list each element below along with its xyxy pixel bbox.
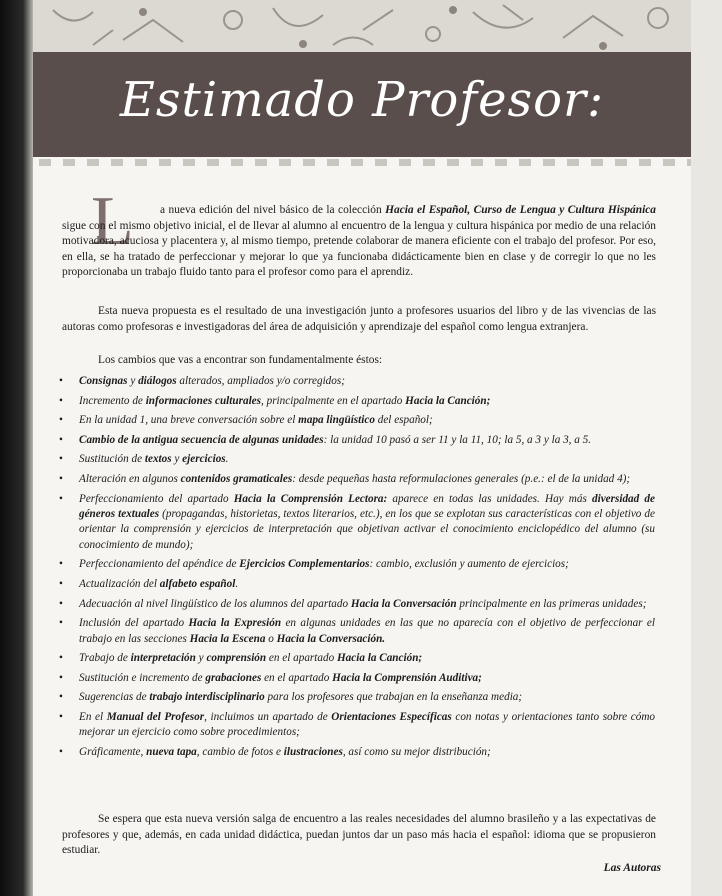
item-text: Trabajo de [79, 652, 131, 665]
change-item [55, 472, 655, 487]
intro-paragraph [62, 203, 656, 281]
dash-mark [111, 159, 123, 166]
page-title: Estimado Profesor: [119, 72, 605, 128]
emphasis-text: Hacia la Conversación [350, 597, 457, 610]
dash-mark [519, 159, 531, 166]
dash-mark [255, 159, 267, 166]
dash-mark [39, 159, 51, 166]
item-text: en el apartado [261, 671, 333, 684]
item-text: Sustitución e incremento de [79, 671, 206, 684]
signature: Las Autoras [603, 862, 661, 874]
dash-mark [591, 159, 603, 166]
bullet-icon: • [59, 492, 63, 505]
emphasis-text: alfabeto español [159, 577, 236, 590]
emphasis-text: Hacia la Conversación. [276, 632, 386, 645]
change-item [55, 690, 655, 705]
changes-list [55, 374, 655, 765]
emphasis-text: Hacia la Canción; [336, 652, 423, 665]
emphasis-text: Hacia la Expresión [188, 617, 282, 630]
drop-cap: L [91, 183, 134, 260]
item-text: del español; [374, 414, 433, 427]
dash-mark [135, 159, 147, 166]
item-text: con notas y orientaciones tanto sobre cómo mejorar un ejercicio como sobre procedimientos; [79, 710, 655, 739]
bullet-icon: • [59, 453, 63, 466]
bullet-icon: • [59, 414, 63, 427]
dash-mark [87, 159, 99, 166]
item-text: y [195, 652, 207, 665]
item-text: aparece en todas las unidades. Hay más [387, 492, 593, 505]
dash-mark [639, 159, 651, 166]
intro-text-cont: sigue con el mismo objetivo inicial, el de llevar al alumno al encuentro de la lengua y cultura hispánica por medio de una relación motivadora, acuciosa y placentera y, al mismo tiempo, pretende colaborar de manera eficiente con el trabajo del profesor. Por eso, en ella, se ha tratado de perfeccionar y mejorar lo que ya funcionaba didácticamente bien en clase y de corregir lo que no les proporcionaba un trabajo fluido tanto para el profesor como para el aprendiz. [62, 219, 656, 278]
emphasis-text: Cambio de la antigua secuencia de algunas unidades [79, 433, 324, 446]
item-text: (propagandas, historietas, textos literarios, etc.), en los que se explotan sus características con el objetivo de orientar la comprensión y ejercicios de interpretación que objetivan activar el conocimiento enciclopédico del alumno (su conocimiento de mundo); [79, 507, 655, 551]
emphasis-text: Ejercicios Complementarios [239, 558, 370, 571]
dash-mark [63, 159, 75, 166]
bullet-icon: • [59, 394, 63, 407]
dash-mark [447, 159, 459, 166]
dash-mark [687, 159, 691, 166]
item-text: Perfeccionamiento del apéndice de [79, 558, 240, 571]
item-text: y [171, 453, 183, 466]
change-item [55, 557, 655, 572]
bullet-icon: • [59, 433, 63, 446]
item-text: en el apartado [266, 652, 337, 665]
item-text: Inclusión del apartado [79, 617, 189, 630]
item-text: , así como su mejor distribución; [342, 745, 491, 758]
emphasis-text: mapa lingüístico [298, 414, 375, 427]
scan-edge-shadow [0, 0, 33, 896]
dash-mark [471, 159, 483, 166]
emphasis-text: Hacia la Escena [189, 632, 266, 645]
bullet-icon: • [59, 597, 63, 610]
item-text: Sugerencias de [79, 691, 150, 704]
item-text: Gráficamente, [79, 745, 147, 758]
dash-mark [279, 159, 291, 166]
scan-margin [691, 0, 722, 896]
emphasis-text: Manual del Profesor [106, 710, 205, 723]
item-text: y [127, 375, 139, 387]
emphasis-text: contenidos gramaticales [180, 472, 293, 485]
emphasis-text: grabaciones [205, 671, 262, 684]
collection-title: Hacia el Español, Curso de Lengua y Cultura Hispánica [385, 204, 657, 216]
emphasis-text: Orientaciones Específicas [331, 710, 452, 723]
bullet-icon: • [59, 472, 63, 485]
emphasis-text: interpretación [130, 652, 196, 665]
change-item [55, 745, 655, 760]
item-text: En el [79, 710, 107, 723]
change-item [55, 710, 655, 741]
item-text: . [225, 453, 229, 466]
item-text: o [265, 632, 277, 645]
item-text: Incremento de [79, 394, 146, 407]
item-text: para los profesores que trabajan en la enseñanza media; [264, 691, 523, 704]
emphasis-text: Consignas [79, 375, 128, 387]
emphasis-text: comprensión [206, 652, 267, 665]
change-item [55, 597, 655, 612]
dash-mark [495, 159, 507, 166]
item-text: Actualización del [79, 577, 160, 590]
emphasis-text: ilustraciones [283, 745, 343, 758]
decorative-pattern [33, 0, 691, 52]
changes-intro: Los cambios que vas a encontrar son fundamentalmente éstos: [98, 354, 383, 366]
item-text: : cambio, exclusión y aumento de ejercicios; [369, 558, 569, 571]
dash-mark [327, 159, 339, 166]
emphasis-text: diversidad de géneros textuales [79, 492, 655, 520]
emphasis-text: Hacia la Comprensión Lectora: [233, 492, 388, 505]
decorative-dash-row [33, 159, 691, 167]
bullet-icon: • [59, 558, 63, 571]
emphasis-text: trabajo interdisciplinario [149, 691, 265, 704]
item-text: , cambio de fotos e [196, 745, 284, 758]
dash-mark [663, 159, 675, 166]
proposal-paragraph: Esta nueva propuesta es el resultado de una investigación junto a profesores usuarios del libro y de las vivencias de las autoras como profesoras e investigadoras del área de adquisición y aprendizaje del español como lengua extranjera. [62, 305, 656, 333]
item-text: en algunas unidades en las que no aparecía con el objetivo de perfeccionar el trabajo en las secciones [79, 617, 655, 645]
dash-mark [375, 159, 387, 166]
emphasis-text: Hacia la Canción; [405, 394, 491, 407]
change-item [55, 413, 655, 428]
bullet-icon: • [59, 691, 63, 704]
item-text: alterados, ampliados y/o corregidos; [176, 375, 345, 387]
change-item [55, 433, 655, 448]
item-text: : la unidad 10 pasó a ser 11 y la 11, 10; la 5, a 3 y la 3, a 5. [323, 433, 592, 446]
item-text: : desde pequeñas hasta reformulaciones generales (p.e.: el de la unidad 4); [292, 472, 631, 485]
dash-mark [351, 159, 363, 166]
intro-text: a nueva edición del nivel básico de la colección [160, 204, 386, 216]
change-item [55, 374, 655, 389]
item-text: Perfeccionamiento del apartado [79, 492, 234, 505]
book-page [33, 0, 691, 896]
closing-paragraph: Se espera que esta nueva versión salga de encuentro a las reales necesidades del alumno brasileño y a las expectativas de profesores y que, además, en cada unidad didáctica, puedan juntos dar un paso más hacia el español: idioma que se propusieron estudiar. [62, 813, 656, 856]
item-text: Adecuación al nivel lingüístico de los alumnos del apartado [79, 597, 351, 610]
bullet-icon: • [59, 745, 63, 758]
emphasis-text: informaciones culturales [145, 394, 261, 407]
dash-mark [159, 159, 171, 166]
change-item [55, 394, 655, 409]
item-text: principalmente en las primeras unidades; [456, 597, 647, 610]
item-text: Sustitución de [79, 453, 145, 466]
item-text: , principalmente en el apartado [261, 394, 406, 407]
bullet-icon: • [59, 652, 63, 665]
change-item [55, 616, 655, 647]
emphasis-text: textos [144, 453, 172, 466]
dash-mark [615, 159, 627, 166]
bullet-icon: • [59, 671, 63, 684]
dash-mark [399, 159, 411, 166]
item-text: En la unidad 1, una breve conversación sobre el [79, 414, 299, 427]
bullet-icon: • [59, 577, 63, 590]
dash-mark [567, 159, 579, 166]
dash-mark [423, 159, 435, 166]
dash-mark [231, 159, 243, 166]
change-item [55, 492, 655, 554]
bullet-icon: • [59, 617, 63, 630]
emphasis-text: diálogos [138, 375, 177, 387]
item-text: Alteración en algunos [79, 472, 181, 485]
dash-mark [303, 159, 315, 166]
item-text: . [235, 577, 239, 590]
dash-mark [183, 159, 195, 166]
change-item [55, 651, 655, 666]
change-item [55, 577, 655, 592]
dash-mark [207, 159, 219, 166]
title-banner [33, 52, 691, 157]
change-item [55, 671, 655, 686]
item-text: , incluimos un apartado de [204, 710, 332, 723]
bullet-icon: • [59, 375, 63, 387]
emphasis-text: Hacia la Comprensión Auditiva; [332, 671, 482, 684]
bullet-icon: • [59, 710, 63, 723]
emphasis-text: ejercicios [182, 453, 226, 466]
emphasis-text: nueva tapa [146, 745, 197, 758]
dash-mark [543, 159, 555, 166]
change-item [55, 452, 655, 467]
